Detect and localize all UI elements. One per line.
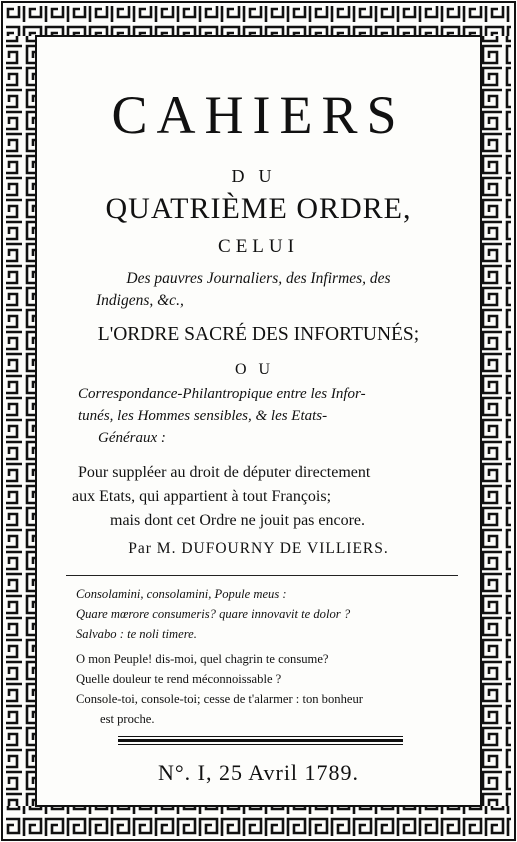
title-du: DU: [231, 166, 286, 186]
description-line-2: Indigens, &c.,: [96, 292, 184, 309]
ordre-sacre-heading: L'ORDRE SACRÉ DES INFORTUNÉS;: [97, 324, 420, 345]
description-line-1: Des pauvres Journaliers, des Infirmes, des: [126, 270, 391, 287]
ornamental-rule-top: [118, 736, 403, 737]
epigraph-french-line: Console-toi, console-toi; cesse de t'alarmer : ton bonheur: [76, 692, 363, 706]
purpose-line-3: mais dont cet Ordre ne jouit pas encore.: [110, 512, 366, 529]
epigraph-french-line: Quelle douleur te rend méconnoissable ?: [76, 672, 282, 686]
issue-date: N°. I, 25 Avril 1789.: [157, 760, 360, 785]
epigraph-latin-line: Quare mœrore consumeris? quare innovavit te dolor ?: [76, 607, 351, 621]
epigraph-french-line: est proche.: [100, 712, 155, 726]
epigraph-latin-line: Salvabo : te noli timere.: [76, 627, 197, 641]
ou-connector: OU: [234, 361, 283, 378]
correspondance-line-3: Généraux :: [98, 430, 166, 446]
correspondance-line-2: tunés, les Hommes sensibles, & les Etats-: [78, 408, 328, 424]
epigraph-latin-line: Consolamini, consolamini, Popule meus :: [76, 587, 287, 601]
correspondance-line-1: Correspondance-Philantropique entre les Infor-: [78, 386, 366, 402]
title-celui: CELUI: [218, 236, 299, 257]
subtitle: QUATRIÈME ORDRE,: [105, 192, 412, 225]
main-title: CAHIERS: [111, 85, 406, 145]
ornamental-rule: [118, 739, 403, 742]
text-area: [38, 38, 479, 801]
ornamental-rule-bottom: [118, 744, 403, 745]
purpose-line-2: aux Etats, qui appartient à tout François;: [72, 488, 332, 505]
divider-rule: [66, 575, 458, 576]
epigraph-french-line: O mon Peuple! dis-moi, quel chagrin te consume?: [76, 652, 329, 666]
author-line: Par M. DUFOURNY DE VILLIERS.: [128, 540, 389, 557]
purpose-line-1: Pour suppléer au droit de députer directement: [78, 464, 371, 481]
